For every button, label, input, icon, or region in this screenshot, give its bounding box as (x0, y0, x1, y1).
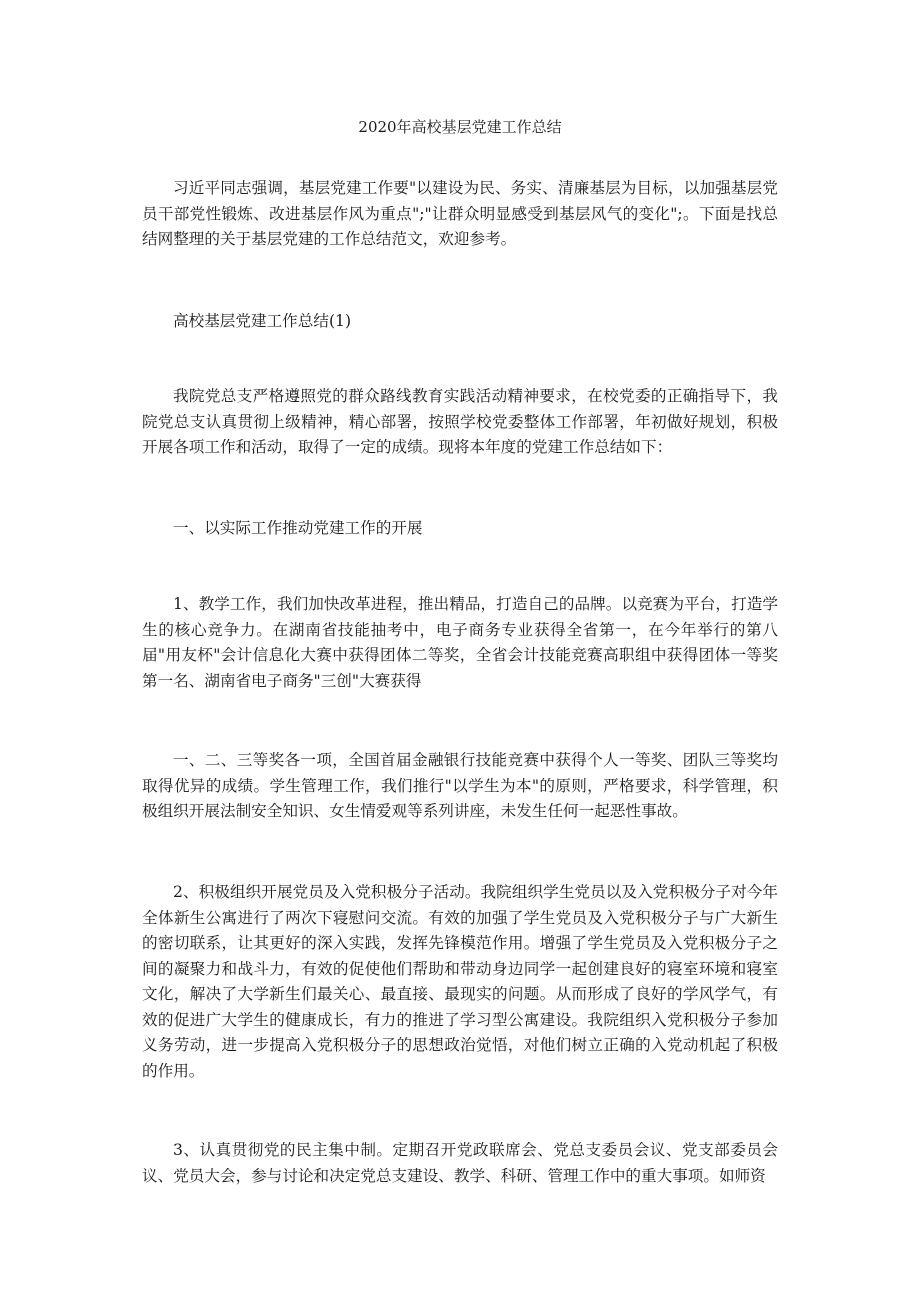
paragraph-overview: 我院党总支严格遵照党的群众路线教育实践活动精神要求，在校党委的正确指导下，我院党总支认真贯彻上级精神，精心部署，按照学校党委整体工作部署，年初做好规划，积极开展各项工作和活动，取得了一定的成绩。现将本年度的党建工作总结如下： (142, 387, 778, 456)
paragraph-awards: 一、二、三等奖各一项，全国首届金融银行技能竞赛中获得个人一等奖、团队三等奖均取得优异的成绩。学生管理工作，我们推行"以学生为本"的原则，严格要求，科学管理，积极组织开展法制安全知识、女生情爱观等系列讲座，未发生任何一起恶性事故。 (142, 751, 778, 820)
paragraph-teaching: 1、教学工作，我们加快改革进程，推出精品，打造自己的品牌。以竞赛为平台，打造学生的核心竞争力。在湖南省技能抽考中，电子商务专业获得全省第一，在今年举行的第八届"用友杯"会计信息化大赛中获得团体二等奖，全省会计技能竞赛高职组中获得团体一等奖第一名、湖南省电子商务"三创"大赛获得 (142, 595, 778, 690)
paragraph-democracy: 3、认真贯彻党的民主集中制。定期召开党政联席会、党总支委员会议、党支部委员会议、党员大会，参与讨论和决定党总支建设、教学、科研、管理工作中的重大事项。如师资 (142, 1141, 778, 1185)
section-title: 高校基层党建工作总结(1) (173, 312, 352, 330)
paragraph-activities: 2、积极组织开展党员及入党积极分子活动。我院组织学生党员以及入党积极分子对今年全体新生公寓进行了两次下寝慰问交流。有效的加强了学生党员及入党积极分子与广大新生的密切联系，让其更好的深入实践，发挥先锋模范作用。增强了学生党员及入党积极分子之间的凝聚力和战斗力，有效的促使他们帮助和带动身边同学一起创建良好的寝室环境和寝室文化，解决了大学新生们最关心、最直接、最现实的问题。从而形成了良好的学风学气，有效的促进广大学生的健康成长，有力的推进了学习型公寓建设。我院组织入党积极分子参加义务劳动，进一步提高入党积极分子的思想政治觉悟，对他们树立正确的入党动机起了积极的作用。 (142, 883, 778, 1080)
heading-part-one: 一、以实际工作推动党建工作的开展 (173, 519, 423, 537)
intro-paragraph: 习近平同志强调，基层党建工作要"以建设为民、务实、清廉基层为目标，以加强基层党员干部党性锻炼、改进基层作风为重点";"让群众明显感受到基层风气的变化";。下面是找总结网整理的关于基层党建的工作总结范文，欢迎参考。 (142, 179, 778, 248)
document-title: 2020年高校基层党建工作总结 (358, 118, 562, 136)
